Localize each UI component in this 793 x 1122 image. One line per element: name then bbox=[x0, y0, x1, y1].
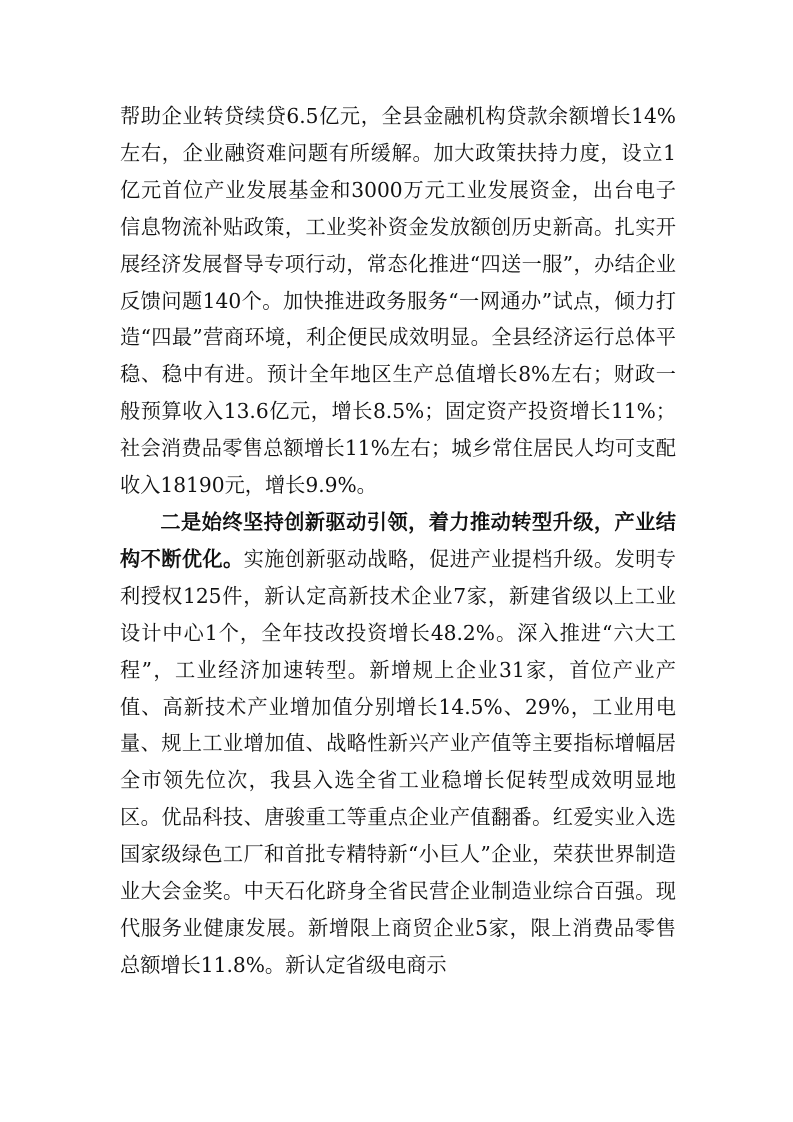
document-body bbox=[120, 98, 676, 984]
paragraph-1 bbox=[120, 98, 676, 504]
paragraph-2 bbox=[120, 504, 676, 984]
paragraph-2-body: 实施创新驱动战略，促进产业提档升级。发明专利授权125件，新认定高新技术企业7家，新建省级以上工业设计中心1个，全年技改投资增长48.2%。深入推进“六大工程”，工业经济加速转型。新增规上企业31家，首位产业产值、高新技术产业增加值分别增长14.5%、29%，工业用电量、规上工业增加值、战略性新兴产业产值等主要指标增幅居全市领先位次，我县入选全省工业稳增长促转型成效明显地区。优品科技、唐骏重工等重点企业产值翻番。红爱实业入选国家级绿色工厂和首批专精特新“小巨人”企业，荣获世界制造业大会金奖。中天石化跻身全省民营企业制造业综合百强。现代服务业健康发展。新增限上商贸企业5家，限上消费品零售总额增长11.8%。新认定省级电商示 bbox=[120, 546, 676, 977]
paragraph-2-heading: 二是始终坚持创新驱动引领，着力推动转型升级，产业结构不断优化。 bbox=[120, 509, 676, 571]
paragraph-1-body: 帮助企业转贷续贷6.5亿元，全县金融机构贷款余额增长14%左右，企业融资难问题有所缓解。加大政策扶持力度，设立1亿元首位产业发展基金和3000万元工业发展资金，出台电子信息物流补贴政策，工业奖补资金发放额创历史新高。扎实开展经济发展督导专项行动，常态化推进“四送一服”，办结企业反馈问题140个。加快推进政务服务“一网通办”试点，倾力打造“四最”营商环境，利企便民成效明显。全县经济运行总体平稳、稳中有进。预计全年地区生产总值增长8%左右；财政一般预算收入13.6亿元，增长8.5%；固定资产投资增长11%；社会消费品零售总额增长11%左右；城乡常住居民人均可支配收入18190元，增长9.9%。 bbox=[120, 104, 676, 498]
